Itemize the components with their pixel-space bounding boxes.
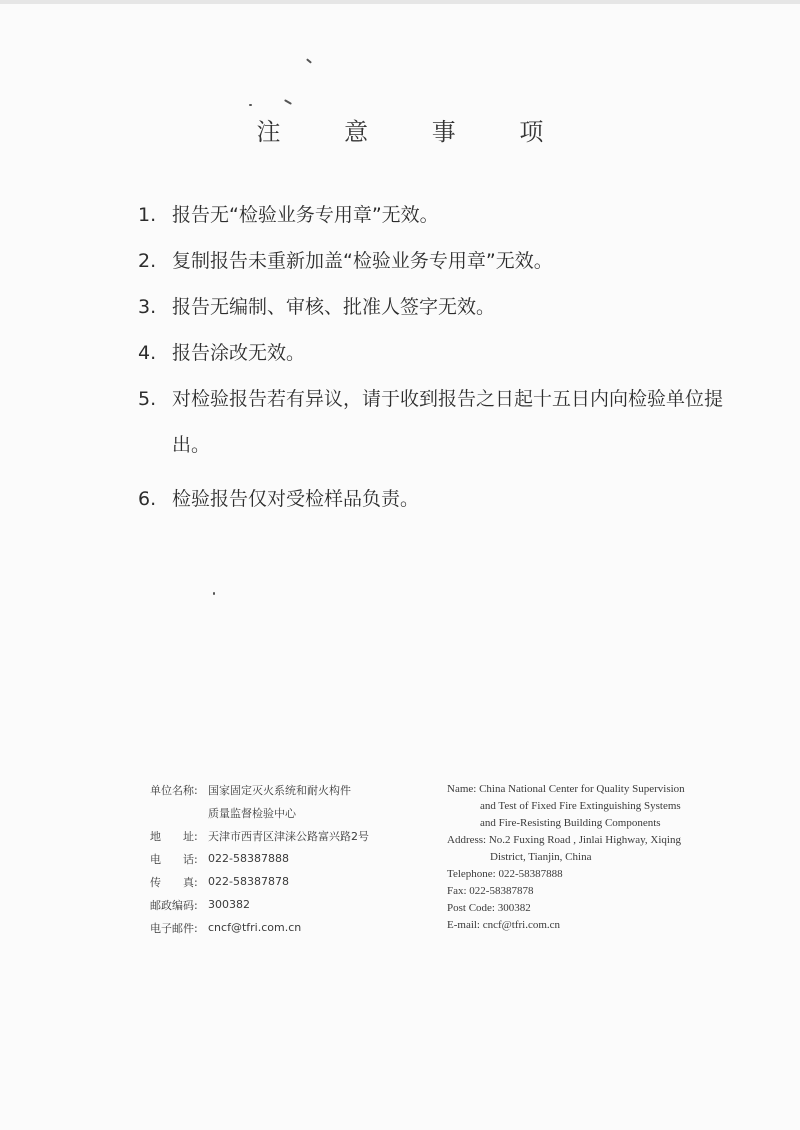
scan-speck (306, 58, 312, 63)
address-row (150, 824, 369, 847)
note-number: 5. (138, 388, 157, 410)
note-number: 3. (138, 296, 157, 318)
unit-label: 单位名称: (150, 783, 198, 797)
scan-speck (284, 99, 292, 105)
en-telephone: Telephone: 022-58387888 (447, 868, 563, 880)
contact-info-english (447, 781, 747, 934)
note-item (138, 384, 738, 468)
en-name-line3: and Fire-Resisting Building Components (480, 817, 661, 829)
address-label: 地 址: (150, 829, 198, 843)
address-value: 天津市西青区津涞公路富兴路2号 (208, 829, 369, 843)
contact-info-chinese (150, 778, 369, 939)
page-title: 注 意 事 项 (256, 118, 572, 146)
email-row (150, 916, 369, 939)
fax-value: 022-58387878 (208, 875, 289, 888)
unit-name-line2: 质量监督检验中心 (208, 806, 296, 820)
email-label: 电子邮件: (150, 921, 198, 935)
postcode-value: 300382 (208, 898, 250, 911)
unit-name-line1: 国家固定灭火系统和耐火构件 (208, 783, 351, 797)
en-name-line1: Name: China National Center for Quality Supervision (447, 783, 685, 795)
postcode-label: 邮政编码: (150, 898, 198, 912)
unit-row-continued (150, 801, 369, 824)
en-address-line1: Address: No.2 Fuxing Road , Jinlai Highway, Xiqing (447, 834, 681, 846)
fax-label: 传 真: (150, 875, 198, 889)
scan-speck (249, 104, 252, 106)
note-number: 2. (138, 250, 157, 272)
phone-value: 022-58387888 (208, 852, 289, 865)
note-number: 1. (138, 204, 157, 226)
note-text: 对检验报告若有异议，请于收到报告之日起十五日内向检验单位提出。 (172, 388, 724, 456)
note-number: 6. (138, 488, 157, 510)
phone-label: 电 话: (150, 852, 198, 866)
note-text: 报告无编制、审核、批准人签字无效。 (172, 296, 496, 318)
notes-list (138, 200, 738, 530)
fax-row (150, 870, 369, 893)
phone-row (150, 847, 369, 870)
en-name-line2: and Test of Fixed Fire Extinguishing Systems (480, 800, 681, 812)
scan-speck (213, 592, 215, 595)
note-item (138, 338, 738, 368)
note-item (138, 484, 738, 514)
email-value: cncf@tfri.com.cn (208, 921, 302, 934)
note-text: 检验报告仅对受检样品负责。 (172, 488, 420, 510)
note-item (138, 292, 738, 322)
en-fax: Fax: 022-58387878 (447, 885, 534, 897)
note-item (138, 246, 738, 276)
unit-row (150, 778, 369, 801)
note-text: 复制报告未重新加盖“检验业务专用章”无效。 (172, 250, 553, 272)
note-item (138, 200, 738, 230)
postcode-row (150, 893, 369, 916)
note-text: 报告无“检验业务专用章”无效。 (172, 204, 439, 226)
note-text: 报告涂改无效。 (172, 342, 306, 364)
note-number: 4. (138, 342, 157, 364)
scan-top-edge (0, 0, 800, 4)
en-address-line2: District, Tianjin, China (490, 851, 592, 863)
en-email: E-mail: cncf@tfri.com.cn (447, 919, 561, 931)
en-postcode: Post Code: 300382 (447, 902, 531, 914)
